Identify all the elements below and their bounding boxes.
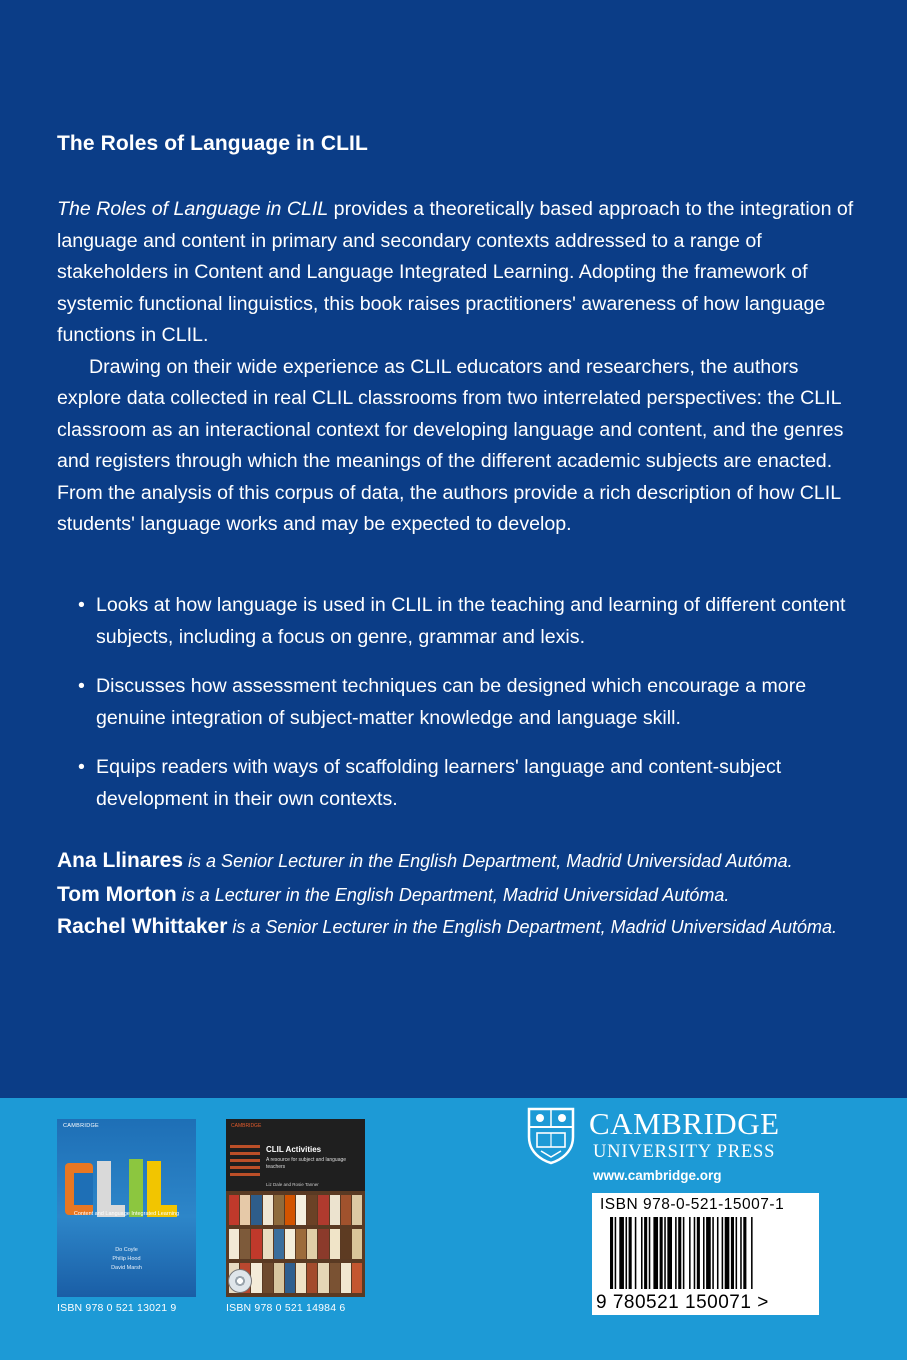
author-bio	[57, 878, 857, 912]
cd-icon	[228, 1269, 252, 1293]
barcode-bar	[725, 1217, 730, 1289]
publisher-press: UNIVERSITY PRESS	[593, 1142, 776, 1162]
author-name: Ana Llinares	[57, 849, 184, 872]
bullet-dot: •	[78, 756, 85, 778]
barcode-bar	[629, 1217, 632, 1289]
barcode-bar	[722, 1217, 724, 1289]
feature-list	[78, 590, 868, 833]
author-bios	[57, 844, 857, 942]
barcode-bar	[736, 1217, 738, 1289]
promo-isbn: ISBN 978 0 521 14984 6	[226, 1302, 346, 1314]
barcode-bar	[649, 1217, 651, 1289]
barcode-bar	[667, 1217, 672, 1289]
barcode-bar	[644, 1217, 647, 1289]
description	[57, 194, 857, 541]
promo-author: Do Coyle	[115, 1247, 138, 1253]
barcode-bar	[678, 1217, 681, 1289]
barcode-bar	[706, 1217, 711, 1289]
promo-title: CLIL Activities	[266, 1145, 322, 1154]
barcode	[592, 1193, 819, 1315]
barcode-bar	[697, 1217, 700, 1289]
barcode-bar	[610, 1217, 613, 1289]
cambridge-crest-icon	[527, 1107, 575, 1165]
author-description: is a Senior Lecturer in the English Department, Madrid Universidad Autóma.	[183, 851, 793, 871]
book-title: The Roles of Language in CLIL	[57, 132, 368, 155]
barcode-bars	[610, 1217, 810, 1295]
barcode-bar	[743, 1217, 746, 1289]
barcode-bar	[712, 1217, 714, 1289]
feature-item	[78, 752, 868, 815]
feature-text: Looks at how language is used in CLIL in the teaching and learning of different content subjects, including a focus on genre, grammar and lexis.	[96, 594, 846, 648]
barcode-bar	[660, 1217, 663, 1289]
author-description: is a Senior Lecturer in the English Department, Madrid Universidad Autóma.	[227, 917, 838, 937]
publisher-url[interactable]: www.cambridge.org	[593, 1168, 722, 1183]
author-name: Tom Morton	[57, 883, 177, 906]
barcode-bar	[694, 1217, 696, 1289]
promo-authors	[57, 1246, 196, 1273]
feature-text: Discusses how assessment techniques can be designed which encourage a more genuine integration of subject-matter knowledge and language skill.	[96, 675, 807, 729]
barcode-bar	[731, 1217, 734, 1289]
author-bio	[57, 912, 857, 942]
barcode-bar	[740, 1217, 742, 1289]
isbn-label: ISBN 978-0-521-15007-1	[600, 1196, 785, 1213]
barcode-bar	[751, 1217, 753, 1289]
barcode-bar	[641, 1217, 643, 1289]
promo-authors: Liz Dale and Rosie Tanner	[266, 1182, 319, 1187]
promo-book-clil[interactable]	[57, 1119, 196, 1297]
promo-isbn: ISBN 978 0 521 13021 9	[57, 1302, 177, 1314]
promo-stripes	[230, 1145, 260, 1179]
barcode-bar	[615, 1217, 617, 1289]
barcode-bar	[626, 1217, 628, 1289]
barcode-bar	[689, 1217, 691, 1289]
promo-subtitle: Content and Language Integrated Learning	[73, 1211, 180, 1217]
feature-text: Equips readers with ways of scaffolding learners' language and content-subject development in their own contexts.	[96, 756, 782, 810]
author-bio	[57, 844, 857, 878]
author-description: is a Lecturer in the English Department, Madrid Universidad Autóma.	[176, 885, 730, 905]
barcode-bar	[675, 1217, 677, 1289]
author-name: Rachel Whittaker	[57, 915, 228, 938]
promo-author: Philip Hood	[112, 1256, 141, 1262]
barcode-bar	[619, 1217, 624, 1289]
bullet-dot: •	[78, 594, 85, 616]
publisher-name: CAMBRIDGE	[589, 1106, 780, 1141]
feature-item	[78, 671, 868, 734]
description-paragraph-2: Drawing on their wide experience as CLIL educators and researchers, the authors explore data collected in real CLIL classrooms from two interrelated perspectives: the CLIL classroom as an interactional context for developing language and content, and the genres and registers through which the meanings of the different academic subjects are enacted. From the analysis of this corpus of data, the authors provide a rich description of how CLIL students' language works and may be expected to develop.	[57, 355, 844, 535]
feature-item	[78, 590, 868, 653]
description-paragraph-1	[57, 194, 857, 352]
barcode-bar	[635, 1217, 637, 1289]
barcode-bar	[664, 1217, 666, 1289]
description-paragraph-1-text: provides a theoretically based approach to the integration of language and content in primary and secondary contexts addressed to a range of stakeholders in Content and Language Integrated Learning. Adopting the framework of systemic functional linguistics, this book raises practitioners' awareness of how language functions in CLIL.	[57, 198, 854, 346]
promo-brand: CAMBRIDGE	[231, 1123, 262, 1129]
promo-author: David Marsh	[111, 1265, 142, 1271]
barcode-bar	[683, 1217, 685, 1289]
barcode-bar	[717, 1217, 719, 1289]
description-title-italic: The Roles of Language in CLIL	[57, 198, 329, 220]
barcode-digits: 9 780521 150071 >	[596, 1292, 769, 1313]
bullet-dot: •	[78, 675, 85, 697]
barcode-bar	[653, 1217, 658, 1289]
promo-brand: CAMBRIDGE	[63, 1123, 100, 1129]
barcode-bar	[703, 1217, 705, 1289]
promo-subtitle: A resource for subject and language teachers	[266, 1157, 347, 1170]
promo-book-clil-activities[interactable]	[226, 1119, 365, 1297]
